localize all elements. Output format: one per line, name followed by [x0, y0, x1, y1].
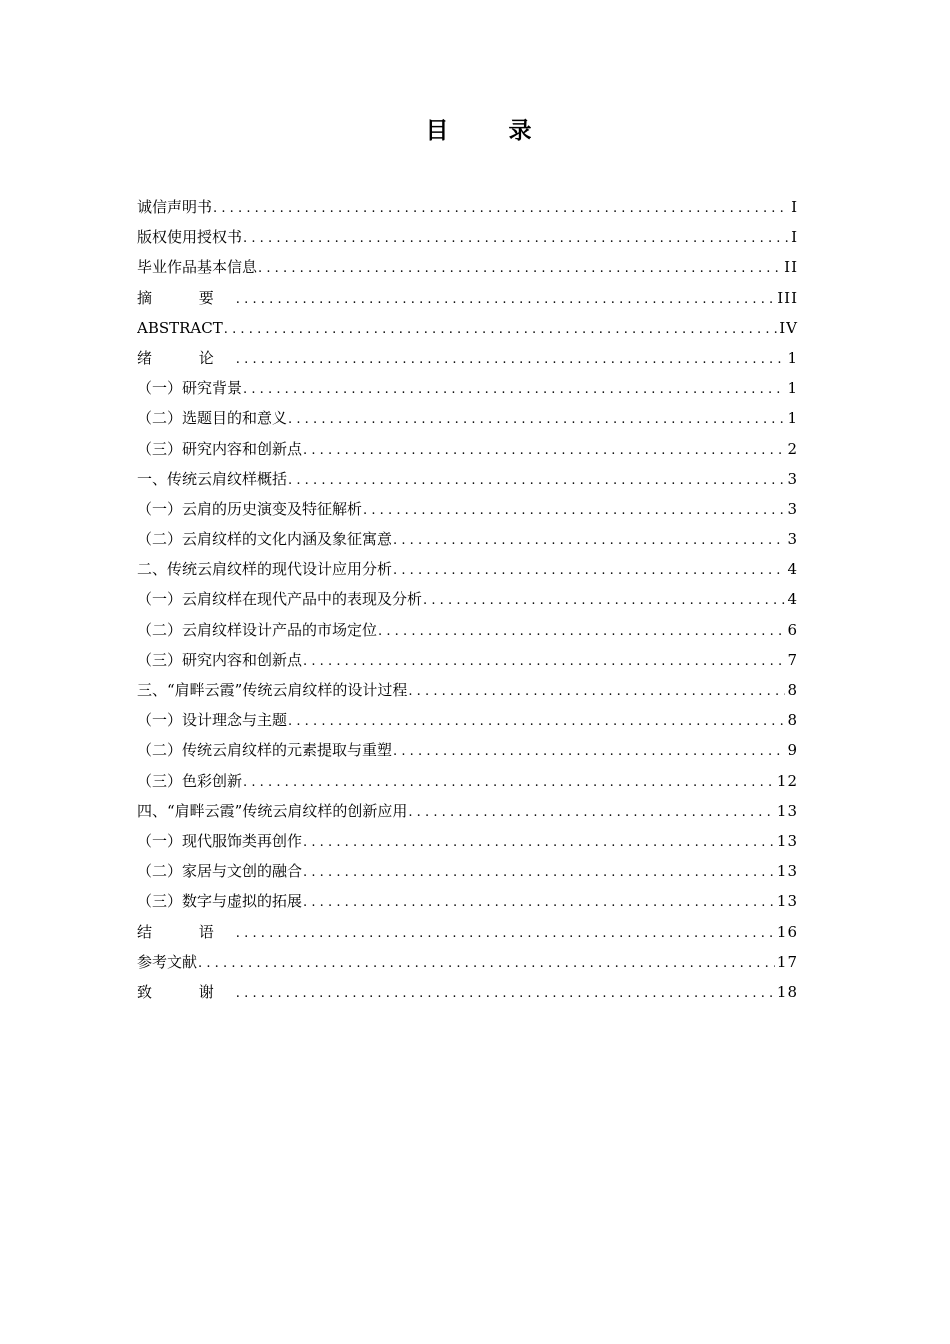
toc-leader-dots — [223, 315, 777, 343]
toc-leader-dots — [235, 345, 786, 373]
toc-entry[interactable] — [137, 917, 798, 947]
toc-entry-label: （二）云肩纹样的文化内涵及象征寓意 — [137, 530, 393, 549]
toc-entry[interactable] — [137, 615, 798, 645]
toc-entry[interactable] — [137, 554, 798, 584]
toc-entry-page: 13 — [776, 862, 798, 881]
toc-entry-page: 12 — [776, 771, 798, 790]
toc-entry-page: 3 — [787, 530, 798, 549]
toc-entry-label: （一）设计理念与主题 — [137, 711, 288, 730]
toc-entry-label: 结 语 — [137, 922, 235, 941]
toc-entry[interactable] — [137, 856, 798, 886]
toc-leader-dots — [235, 285, 775, 313]
toc-leader-dots — [392, 556, 785, 584]
toc-entry-page: 6 — [787, 620, 798, 639]
toc-leader-dots — [302, 888, 775, 916]
toc-entry[interactable] — [137, 977, 798, 1007]
toc-leader-dots — [197, 949, 775, 977]
toc-leader-dots — [235, 919, 775, 947]
toc-leader-dots — [302, 828, 775, 856]
toc-leader-dots — [422, 586, 785, 614]
toc-entry-label: （三）色彩创新 — [137, 771, 243, 790]
toc-entry-page: 4 — [787, 590, 798, 609]
toc-entry[interactable] — [137, 524, 798, 554]
toc-entry-page: 13 — [776, 831, 798, 850]
toc-entry-page: 17 — [776, 952, 798, 971]
toc-entry-label: 诚信声明书 — [137, 198, 213, 216]
toc-entry-page: IV — [779, 318, 798, 337]
toc-leader-dots — [287, 466, 785, 494]
toc-entry-page: III — [777, 288, 798, 307]
toc-entry-page: 8 — [787, 681, 798, 699]
toc-entry-label: （一）研究背景 — [137, 379, 243, 398]
toc-entry-label: 四、“肩畔云霞”传统云肩纹样的创新应用 — [137, 801, 408, 820]
toc-entry-label: （三）数字与虚拟的拓展 — [137, 892, 303, 911]
toc-entry-label: 参考文献 — [137, 952, 198, 971]
toc-title: 目 录 — [425, 118, 558, 144]
toc-leader-dots — [242, 224, 789, 252]
toc-entry[interactable] — [137, 222, 798, 252]
toc-entry-page: 1 — [787, 409, 798, 428]
toc-leader-dots — [242, 375, 785, 403]
toc-entry-label: 绪 论 — [137, 348, 235, 367]
toc-entry-label: 二、传统云肩纹样的现代设计应用分析 — [137, 560, 393, 579]
toc-entry-page: II — [784, 258, 798, 277]
toc-entry-label: 版权使用授权书 — [137, 228, 243, 247]
toc-entry[interactable] — [137, 283, 798, 313]
toc-entry-page: 9 — [787, 741, 798, 760]
toc-entry[interactable] — [137, 796, 798, 826]
toc-leader-dots — [407, 677, 785, 705]
toc-entry-label: ABSTRACT — [137, 318, 223, 337]
toc-entry[interactable] — [137, 947, 798, 977]
toc-leader-dots — [302, 858, 775, 886]
toc-entry-label: （二）云肩纹样设计产品的市场定位 — [137, 620, 378, 639]
toc-entry-page: 1 — [787, 348, 798, 367]
toc-leader-dots — [257, 254, 782, 282]
toc-entry-page: 13 — [776, 892, 798, 911]
toc-entry-page: 3 — [787, 499, 798, 518]
toc-entry[interactable] — [137, 464, 798, 494]
toc-entry[interactable] — [137, 735, 798, 765]
toc-leader-dots — [242, 768, 775, 796]
toc-entry[interactable] — [137, 886, 798, 916]
toc-entry-label: 三、“肩畔云霞”传统云肩纹样的设计过程 — [137, 681, 408, 699]
toc-entry-label: （二）选题目的和意义 — [137, 409, 288, 428]
toc-entry-page: I — [791, 198, 798, 216]
toc-entry[interactable] — [137, 645, 798, 675]
toc-entry-page: 1 — [787, 379, 798, 398]
toc-entry[interactable] — [137, 675, 798, 705]
toc-entry-label: （二）传统云肩纹样的元素提取与重塑 — [137, 741, 393, 760]
toc-entry-label: （二）家居与文创的融合 — [137, 862, 303, 881]
toc-entry[interactable] — [137, 826, 798, 856]
toc-entry[interactable] — [137, 403, 798, 433]
toc-entry-label: 毕业作品基本信息 — [137, 258, 258, 277]
table-of-contents — [137, 192, 798, 1007]
toc-entry-label: 致 谢 — [137, 982, 235, 1001]
toc-entry[interactable] — [137, 705, 798, 735]
toc-entry-label: （三）研究内容和创新点 — [137, 439, 303, 458]
toc-entry[interactable] — [137, 313, 798, 343]
toc-entry-page: 8 — [787, 711, 798, 730]
toc-entry[interactable] — [137, 343, 798, 373]
toc-entry-label: （一）现代服饰类再创作 — [137, 831, 303, 850]
toc-entry[interactable] — [137, 584, 798, 614]
toc-entry[interactable] — [137, 252, 798, 282]
toc-leader-dots — [302, 436, 785, 464]
toc-entry[interactable] — [137, 766, 798, 796]
toc-entry-label: （一）云肩的历史演变及特征解析 — [137, 499, 363, 518]
toc-leader-dots — [377, 617, 785, 645]
toc-entry-page: 2 — [787, 439, 798, 458]
toc-leader-dots — [287, 405, 785, 433]
toc-leader-dots — [407, 798, 775, 826]
toc-entry-page: 7 — [787, 650, 798, 669]
toc-leader-dots — [287, 707, 785, 735]
toc-entry-page: 16 — [776, 922, 798, 941]
toc-leader-dots — [212, 194, 789, 222]
toc-entry-label: 摘 要 — [137, 288, 235, 307]
toc-entry-page: 3 — [787, 469, 798, 488]
toc-entry[interactable] — [137, 373, 798, 403]
toc-entry-page: 4 — [787, 560, 798, 579]
toc-entry[interactable] — [137, 192, 798, 222]
toc-entry-page: 13 — [776, 801, 798, 820]
toc-leader-dots — [392, 737, 785, 765]
toc-entry-label: （三）研究内容和创新点 — [137, 650, 303, 669]
toc-entry-page: I — [791, 228, 798, 247]
toc-entry-label: （一）云肩纹样在现代产品中的表现及分析 — [137, 590, 423, 609]
toc-entry-page: 18 — [776, 982, 798, 1001]
toc-entry-label: 一、传统云肩纹样概括 — [137, 469, 288, 488]
toc-leader-dots — [362, 496, 785, 524]
toc-entry[interactable] — [137, 434, 798, 464]
toc-entry[interactable] — [137, 494, 798, 524]
toc-leader-dots — [235, 979, 775, 1007]
toc-leader-dots — [392, 526, 785, 554]
toc-leader-dots — [302, 647, 785, 675]
